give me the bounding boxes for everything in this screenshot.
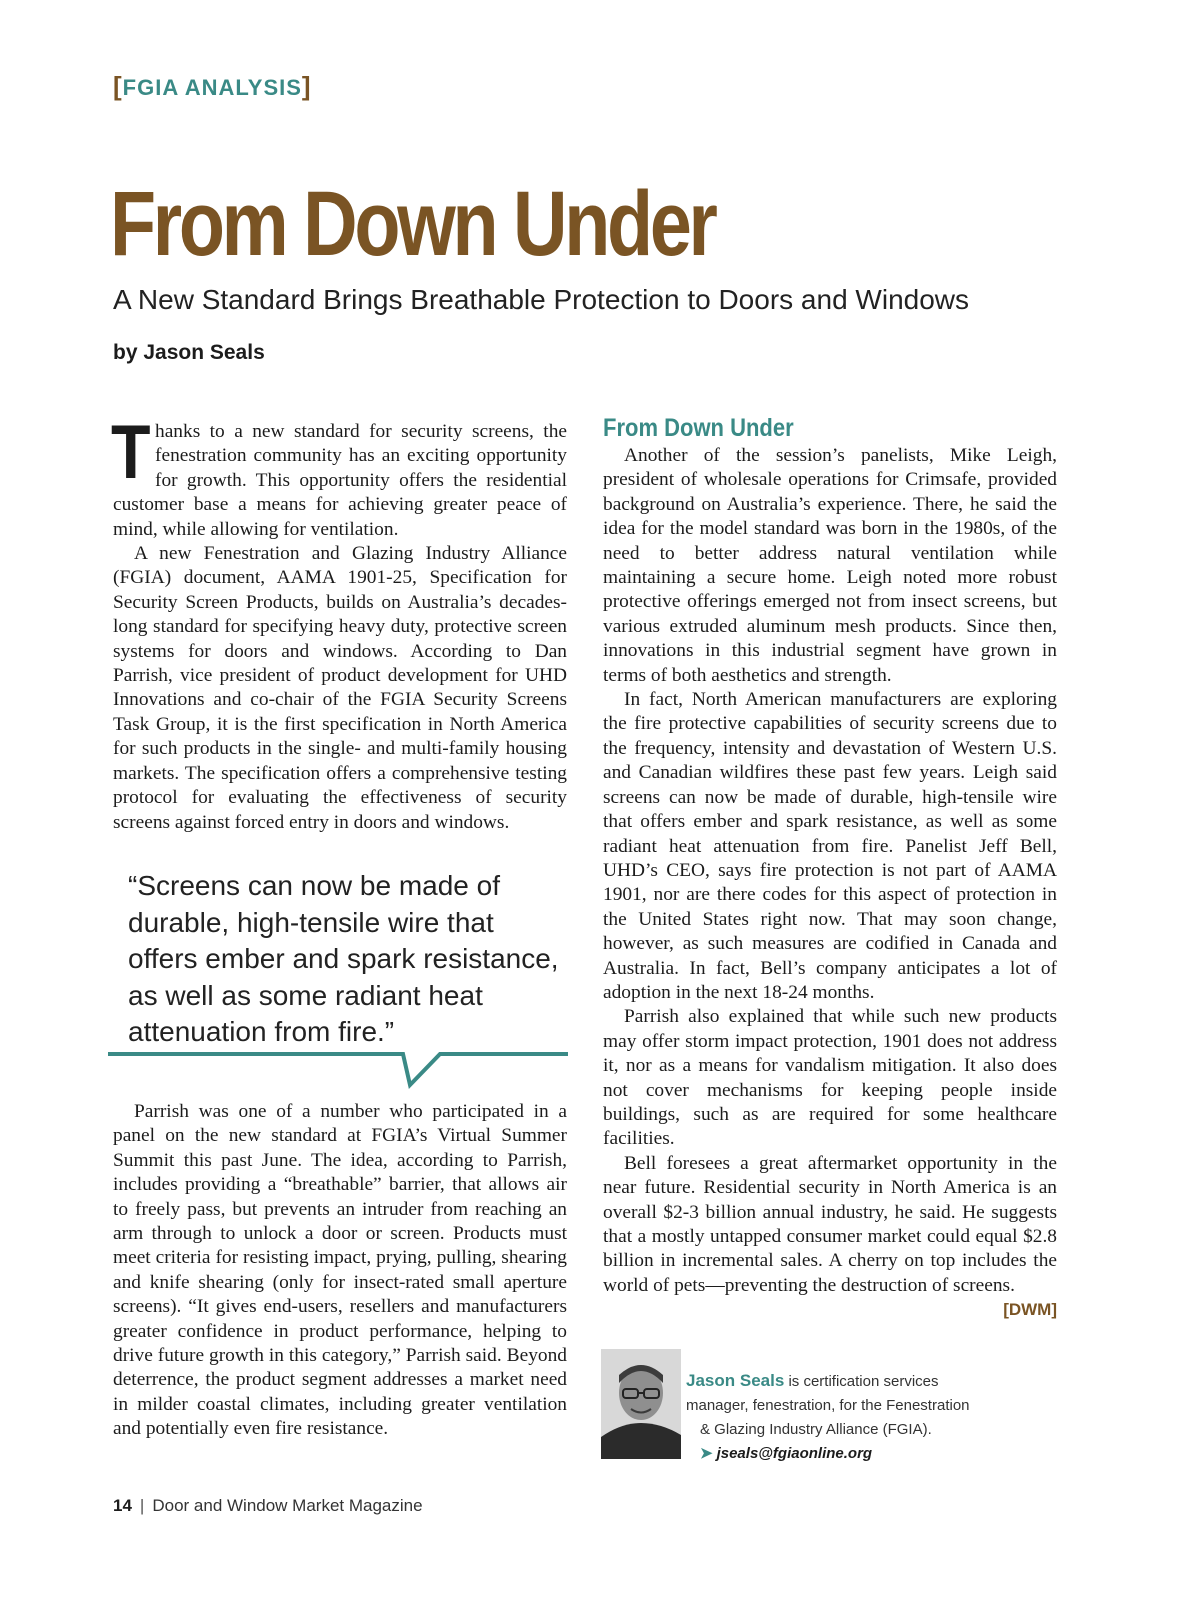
paragraph: A new Fenestration and Glazing Industry Alliance (FGIA) document, AAMA 1901-25, Specification for Security Screen Products, builds on Australia’s decades-long standard for specifying heavy duty, protective screen systems for doors and windows. According to Dan Parrish, vice president of product development for UHD Innovations and co-chair of the FGIA Security Screens Task Group, it is the first specification in North America for such products in the single- and multi-family housing markets. The specification offers a comprehensive testing protocol for evaluating the effectiveness of security screens against forced entry in doors and windows. xyxy=(113,543,567,833)
author-photo xyxy=(601,1349,681,1459)
paragraph-last-text: Bell foresees a great aftermarket opportunity in the near future. Residential security in North America is an overall $2-3 billion annual industry, he said. He suggests that a mostly untapped consumer market could equal $2.8 billion in incremental sales. A cherry on top includes the world of pets—preventing the destruction of screens. xyxy=(603,1152,1057,1296)
end-mark: [DWM] xyxy=(1003,1300,1057,1320)
author-bio xyxy=(686,1369,1006,1466)
byline: by Jason Seals xyxy=(113,341,265,364)
right-column xyxy=(603,414,1057,1323)
article-subtitle: A New Standard Brings Breathable Protection to Doors and Windows xyxy=(113,284,970,315)
article-title: From Down Under xyxy=(110,173,715,275)
section-tag-label: FGIA ANALYSIS xyxy=(122,75,302,100)
bio-email-row xyxy=(686,1442,1006,1466)
section-tag-close-bracket: ] xyxy=(301,71,312,101)
author-portrait-icon xyxy=(601,1349,681,1459)
page-number: 14 xyxy=(113,1496,132,1515)
publication-name: Door and Window Market Magazine xyxy=(152,1496,423,1515)
speech-bubble-tail-icon xyxy=(108,1048,568,1090)
paragraph: In fact, North American manufacturers are exploring the fire protective capabilities of security screens due to the frequency, intensity and devastation of Western U.S. and Canadian wildfires these past few years. Leigh said screens can now be made of durable, high-tensile wire that offers ember and spark resistance, as well as some radiant heat attenuation from fire. Panelist Jeff Bell, UHD’s CEO, says fire protection is not part of AAMA 1901, nor are there codes for this aspect of protection in the United States right now. That may soon change, however, as such measures are codified in Canada and Australia. In fact, Bell’s company anticipates a lot of adoption in the next 18-24 months. xyxy=(603,689,1057,1003)
bio-line2: manager, fenestration, for the Fenestration xyxy=(686,1397,970,1414)
footer-separator: | xyxy=(139,1496,145,1515)
paragraph-intro xyxy=(111,410,567,542)
paragraph: Another of the session’s panelists, Mike Leigh, president of wholesale operations for Crimsafe, provided background on Australia’s experience. There, he said the idea for the model standard was born in the 1980s, of the need to better address natural ventilation while maintaining a secure home. Leigh noted more robust protective offerings emerged not from insect screens, but various extruded aluminum mesh products. Since then, innovations in this industrial segment have grown in terms of both aesthetics and strength. xyxy=(603,445,1057,686)
pull-quote: “Screens can now be made of durable, high-tensile wire that offers ember and spark resistance, as well as some radiant heat attenuation from fire.” xyxy=(128,870,559,1047)
bio-line3: & Glazing Industry Alliance (FGIA). xyxy=(700,1421,932,1438)
page-footer xyxy=(113,1496,423,1516)
paragraph: Parrish also explained that while such new products may offer storm impact protection, 1901 does not address it, nor as a means for vandalism mitigation. It also does not cover mechanisms for keeping people inside buildings, such as are required for some healthcare facilities. xyxy=(603,1006,1057,1150)
bio-email-link[interactable]: jseals@fgiaonline.org xyxy=(716,1445,873,1462)
left-column-bottom xyxy=(113,1100,567,1442)
paragraph: Parrish was one of a number who participated in a panel on the new standard at FGIA’s Virtual Summer Summit this past June. The idea, according to Parrish, includes providing a “breathable” barrier, that allows air to freely pass, but prevents an intruder from reaching an arm through to unlock a door or screen. Products must meet criteria for resisting impact, prying, pulling, shearing and knife shearing (only for insect-rated small aperture screens). “It gives end-users, resellers and manufacturers greater confidence in product performance, helping to drive future growth in this category,” Parrish said. Beyond deterrence, the product segment addresses a market need in milder coastal climates, including greater ventilation and potentially even fire resistance. xyxy=(113,1101,567,1440)
bio-line1: is certification services xyxy=(784,1373,939,1390)
arrow-right-icon: ➤ xyxy=(700,1445,713,1462)
left-column-top xyxy=(111,410,567,835)
section-heading: From Down Under xyxy=(603,414,794,442)
section-tag-open-bracket: [ xyxy=(113,71,123,101)
dropcap: T xyxy=(111,410,151,495)
paragraph-intro-text: hanks to a new standard for security screens, the fenestration community has an exciting opportunity for growth. This opportunity offers the residential customer base a means for achieving greater peace of mind, while allowing for ventilation. xyxy=(113,421,567,540)
bio-name: Jason Seals xyxy=(686,1371,785,1390)
paragraph-last xyxy=(603,1152,1057,1320)
section-tag xyxy=(113,71,312,102)
